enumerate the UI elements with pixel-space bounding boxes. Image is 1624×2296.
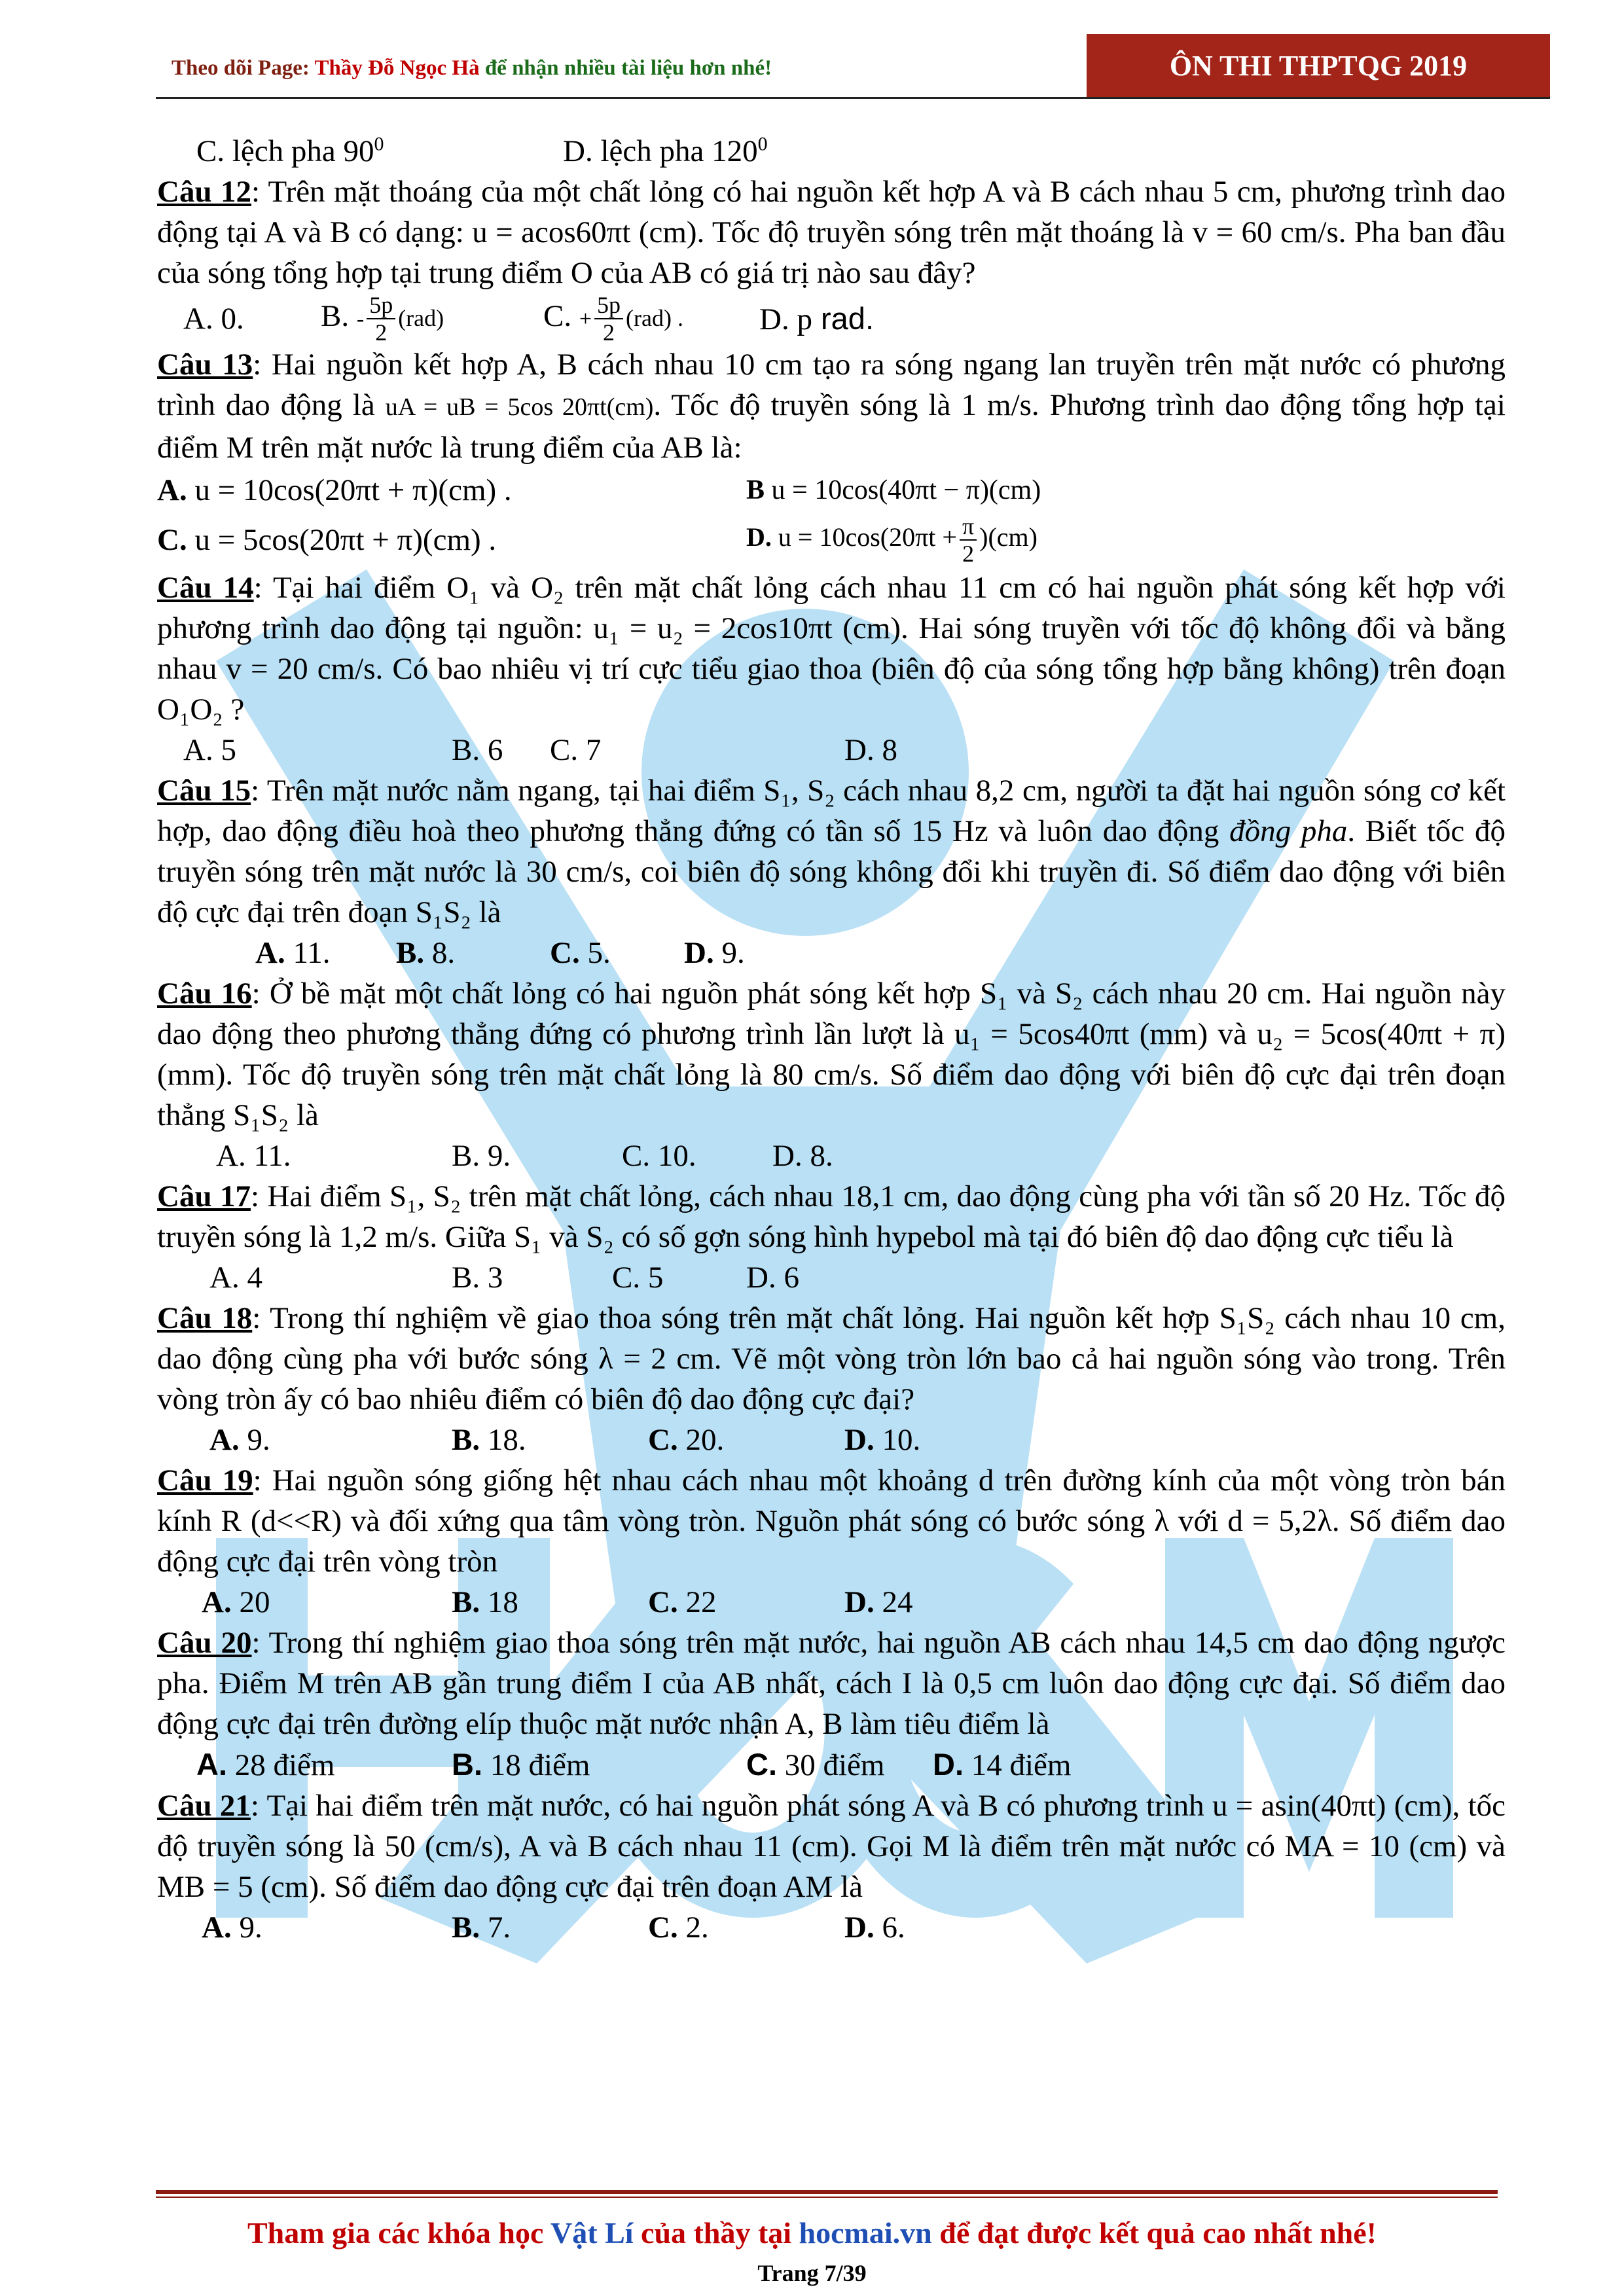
option-d: D. 8 bbox=[844, 733, 897, 767]
question-title: Câu 12 bbox=[157, 175, 251, 209]
option-a: A. 28 điểm bbox=[196, 1747, 335, 1782]
question-title: Câu 19 bbox=[157, 1463, 253, 1498]
option-b: B. 3 bbox=[452, 1261, 503, 1295]
question-title: Câu 18 bbox=[157, 1301, 253, 1335]
question-15: Câu 15: Trên mặt nước nằm ngang, tại hai điểm S₁, S₂ cách nhau 8,2 cm, người ta đặt hai nguồn sóng cơ kết hợp, dao động điều hoà theo phương thẳng đứng có tần số 15 Hz và luôn dao động đồng pha. Biết tốc độ truyền sóng trên mặt nước là 30 cm/s, coi biên độ sóng không đổi khi truyền đi. Số điểm dao động với biên độ cực đại trên đoạn S₁S₂ là bbox=[157, 774, 1506, 929]
question-title: Câu 17 bbox=[157, 1179, 251, 1213]
question-21-options bbox=[157, 1907, 1506, 1948]
question-13: Câu 13: Hai nguồn kết hợp A, B cách nhau 10 cm tạo ra sóng ngang lan truyền trên mặt nước có phương trình dao động là uA = uB = 5cos 20πt(cm). Tốc độ truyền sóng là 1 m/s. Phương trình dao động tổng hợp tại điểm M trên mặt nước là trung điểm của AB là: bbox=[157, 348, 1506, 465]
option-b: B u = 10cos(40πt − π)(cm) bbox=[746, 475, 1041, 505]
question-20: Câu 20: Trong thí nghiệm giao thoa sóng trên mặt nước, hai nguồn AB cách nhau 14,5 cm dao động ngược pha. Điểm M trên AB gần trung điểm I của AB nhất, cách I là 0,5 cm luôn dao động cực đại. Số điểm dao động cực đại trên đường elíp thuộc mặt nước nhận A, B làm tiêu điểm là bbox=[157, 1626, 1506, 1741]
option-d: D. 9. bbox=[684, 936, 745, 970]
option-d: D. 24 bbox=[844, 1585, 913, 1619]
page-number: Trang 7/39 bbox=[757, 2260, 867, 2286]
question-19-options bbox=[157, 1582, 1506, 1623]
option-c: C. 5. bbox=[550, 936, 611, 970]
exam-title: ÔN THI THPTQG 2019 bbox=[1169, 49, 1468, 82]
footer-divider-thin bbox=[156, 2197, 1498, 2198]
question-title: Câu 21 bbox=[157, 1789, 251, 1823]
option-b: B. 18 điểm bbox=[452, 1747, 590, 1782]
option-b: B. 18. bbox=[452, 1423, 526, 1457]
question-title: Câu 13 bbox=[157, 348, 253, 382]
equation: uA = uB = 5cos 20πt(cm) bbox=[385, 393, 654, 421]
option-a: A. u = 10cos(20πt + π)(cm) . bbox=[157, 473, 512, 507]
header-teacher-name: Thầy Đỗ Ngọc Hà bbox=[314, 56, 480, 80]
option-d: D. 8. bbox=[772, 1139, 833, 1173]
option-c: C. 2. bbox=[648, 1910, 709, 1945]
option-a: A. 9. bbox=[202, 1910, 262, 1945]
question-16-options bbox=[157, 1136, 1506, 1176]
option-a: A. 0. bbox=[183, 302, 244, 336]
header-suffix: để nhận nhiều tài liệu hơn nhé! bbox=[479, 56, 772, 80]
question-19: Câu 19: Hai nguồn sóng giống hệt nhau cách nhau một khoảng d trên đường kính của một vòng tròn bán kính R (d<<R) và đối xứng qua tâm vòng tròn. Nguồn phát sóng có bước sóng λ với d = 5,2λ. Số điểm dao động cực đại trên vòng tròn bbox=[157, 1463, 1506, 1579]
question-text: : Trên mặt thoáng của một chất lỏng có hai nguồn kết hợp A và B cách nhau 5 cm, phương trình dao động tại A và B có dạng: u = acos60πt (cm). Tốc độ truyền sóng trên mặt thoáng là v = 60 cm/s. Pha ban đầu của sóng tổng hợp tại trung điểm O của AB có giá trị nào sau đây? bbox=[157, 175, 1506, 290]
question-title: Câu 14 bbox=[157, 571, 254, 605]
option-b: B. 8. bbox=[396, 936, 456, 970]
option-c: C. + $\frac{5p}{2}$ (rad) . bbox=[543, 292, 683, 346]
question-18: Câu 18: Trong thí nghiệm về giao thoa sóng trên mặt chất lỏng. Hai nguồn kết hợp S₁S₂ cách nhau 10 cm, dao động cùng pha với bước sóng λ = 2 cm. Vẽ một vòng tròn lớn bao cả hai nguồn sóng vào trong. Trên vòng tròn ấy có bao nhiêu điểm có biên độ dao động cực đại? bbox=[157, 1301, 1506, 1416]
option-b: B. - $\frac{5p}{2}$ (rad) bbox=[321, 292, 444, 346]
option-b: B. 9. bbox=[452, 1139, 511, 1173]
option-a: A. 11. bbox=[255, 936, 331, 970]
option-c: C. 30 điểm bbox=[746, 1747, 885, 1782]
header-prefix: Theo dõi Page: bbox=[171, 56, 315, 80]
option-c: C. 22 bbox=[648, 1585, 717, 1619]
question-15-options bbox=[157, 933, 1506, 973]
option-d: D. 6. bbox=[844, 1910, 905, 1945]
header-follow-text bbox=[171, 56, 772, 81]
option-c: C. u = 5cos(20πt + π)(cm) . bbox=[157, 523, 497, 557]
option-d: D. p rad. bbox=[759, 300, 874, 336]
hocmai-link[interactable]: hocmai.vn bbox=[799, 2216, 932, 2250]
carry-over-options bbox=[157, 131, 1506, 171]
footer-divider bbox=[156, 2190, 1498, 2194]
option-d: D. u = 10cos(20πt + $\frac{\pi}{2}$ )(cm) bbox=[746, 513, 1038, 567]
question-16: Câu 16: Ở bề mặt một chất lỏng có hai nguồn phát sóng kết hợp S₁ và S₂ cách nhau 20 cm. Hai nguồn này dao động theo phương thẳng đứng có phương trình lần lượt là u₁ = 5cos40πt (mm) và u₂ = 5cos(40πt + π) (mm). Tốc độ truyền sóng trên mặt chất lỏng là 80 cm/s. Số điểm dao động với biên độ cực đại trên đoạn thẳng S₁S₂ là bbox=[157, 977, 1506, 1132]
question-17: Câu 17: Hai điểm S₁, S₂ trên mặt chất lỏng, cách nhau 18,1 cm, dao động cùng pha với tần số 20 Hz. Tốc độ truyền sóng là 1,2 m/s. Giữa S₁ và S₂ có số gợn sóng hình hypebol mà tại đó biên độ dao động cực tiểu là bbox=[157, 1179, 1506, 1254]
option-a: A. 11. bbox=[216, 1139, 291, 1173]
question-18-options bbox=[157, 1420, 1506, 1460]
question-20-options bbox=[157, 1744, 1506, 1785]
option-c: C. 20. bbox=[648, 1423, 725, 1457]
question-title: Câu 15 bbox=[157, 774, 251, 808]
option-d: D. 6 bbox=[746, 1261, 799, 1295]
question-12-options bbox=[157, 293, 1506, 344]
option-c: C. 7 bbox=[550, 733, 602, 767]
option-a: A. 4 bbox=[209, 1261, 262, 1295]
option-d: D. lệch pha $120^0$ bbox=[563, 133, 768, 168]
question-13-options-row1 bbox=[157, 468, 1506, 512]
option-a: A. 20 bbox=[202, 1585, 270, 1619]
question-12 bbox=[157, 171, 1506, 293]
question-14: Câu 14: Tại hai điểm O₁ và O₂ trên mặt chất lỏng cách nhau 11 cm có hai nguồn phát sóng kết hợp với phương trình dao động tại nguồn: u₁ = u₂ = 2cos10πt (cm). Hai sóng truyền với tốc độ không đổi và bằng nhau v = 20 cm/s. Có bao nhiêu vị trí cực tiểu giao thoa (biên độ của sóng tổng hợp bằng không) trên đoạn O₁O₂ ? bbox=[157, 571, 1506, 726]
question-17-options bbox=[157, 1257, 1506, 1298]
question-21: Câu 21: Tại hai điểm trên mặt nước, có hai nguồn phát sóng A và B có phương trình u = asin(40πt) (cm), tốc độ truyền sóng là 50 (cm/s), A và B cách nhau 11 (cm). Gọi M là điểm trên mặt nước có MA = 10 (cm) và MB = 5 (cm). Số điểm dao động cực đại trên đoạn AM là bbox=[157, 1789, 1506, 1904]
option-c: C. 10. bbox=[622, 1139, 696, 1173]
question-list bbox=[157, 131, 1506, 1948]
option-a: A. 9. bbox=[209, 1423, 270, 1457]
question-title: Câu 16 bbox=[157, 977, 252, 1011]
question-13-options-row2 bbox=[157, 512, 1506, 567]
option-b: B. 7. bbox=[452, 1910, 511, 1945]
option-c: C. 5 bbox=[612, 1261, 664, 1295]
option-d: D. 10. bbox=[844, 1423, 921, 1457]
option-a: A. 5 bbox=[183, 733, 236, 767]
option-c: C. lệch pha $90^0$ bbox=[196, 133, 384, 168]
option-b: B. 6 bbox=[452, 733, 503, 767]
footer-promo: Tham gia các khóa học Vật Lí của thầy tại hocmai.vn để đạt được kết quả cao nhất nhé! bbox=[247, 2216, 1377, 2250]
question-14-options bbox=[157, 730, 1506, 770]
header-divider bbox=[156, 97, 1550, 99]
question-title: Câu 20 bbox=[157, 1626, 252, 1660]
option-b: B. 18 bbox=[452, 1585, 518, 1619]
option-d: D. 14 điểm bbox=[933, 1747, 1072, 1782]
exam-title-badge bbox=[1087, 34, 1550, 97]
